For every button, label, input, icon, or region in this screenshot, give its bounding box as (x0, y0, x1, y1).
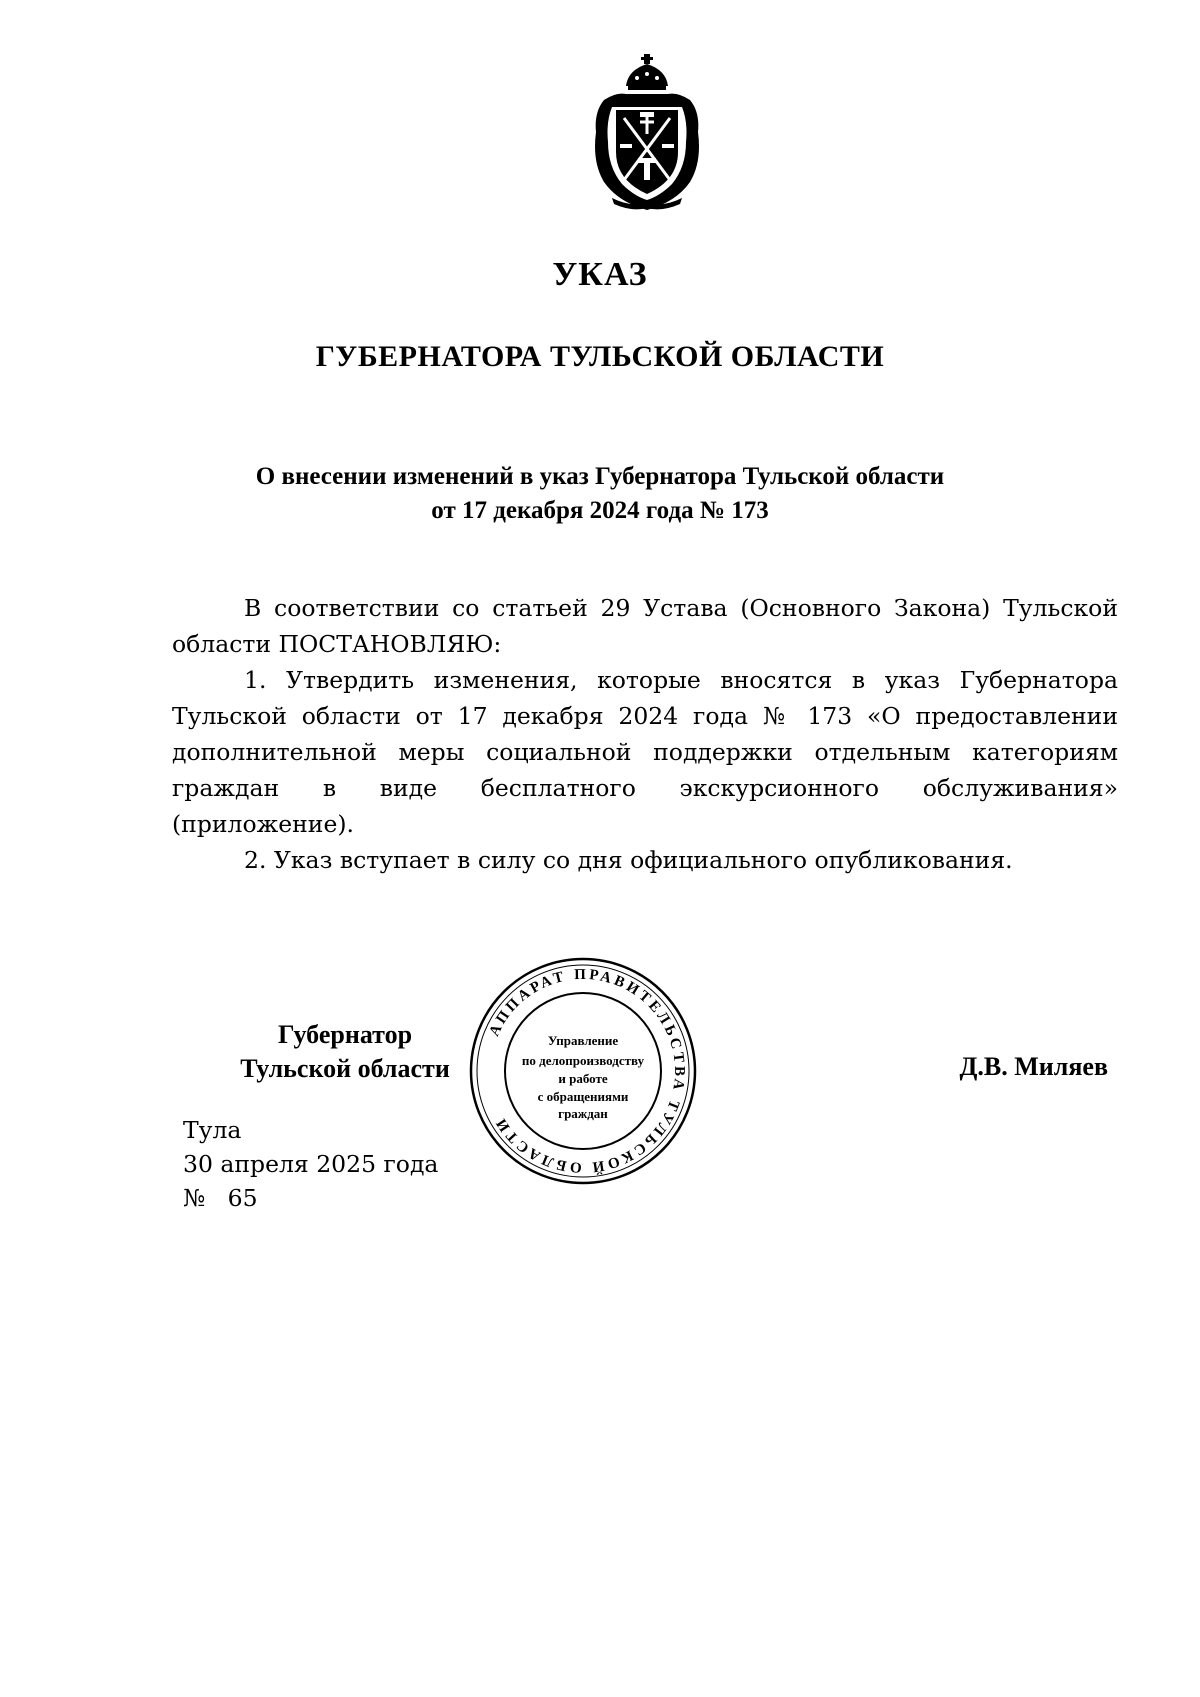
seal-inner-line-4: с обращениями (537, 1089, 629, 1104)
seal-inner-line-3: и работе (558, 1071, 608, 1086)
document-number-row (183, 1181, 438, 1215)
seal-inner-line-1: Управление (547, 1033, 619, 1048)
subject-line-1: О внесении изменений в указ Губернатора Тульской области (255, 463, 945, 490)
document-type-heading: УКАЗ (552, 256, 648, 293)
place-date-block (183, 1113, 438, 1215)
city-name: Тула (183, 1116, 242, 1144)
document-author-heading: ГУБЕРНАТОРА ТУЛЬСКОЙ ОБЛАСТИ (315, 340, 885, 373)
signatory-title (220, 1018, 470, 1086)
coat-of-arms-icon (582, 52, 712, 212)
document-body (172, 590, 1118, 878)
signatory-title-line-1: Губернатор (277, 1020, 413, 1049)
document-number: 65 (227, 1184, 258, 1212)
signatory-title-line-2: Тульской области (240, 1054, 450, 1083)
subject-line-2: от 17 декабря 2024 года № 173 (431, 497, 769, 524)
official-seal-stamp (467, 955, 699, 1187)
preamble-paragraph: В соответствии со статьей 29 Устава (Основного Закона) Тульской области ПОСТАНОВЛЯЮ: (172, 594, 1118, 658)
seal-outer-text: АППАРАТ ПРАВИТЕЛЬСТВА ТУЛЬСКОЙ ОБЛАСТИ (486, 966, 688, 1176)
item-1-paragraph: 1. Утвердить изменения, которые вносятся в указ Губернатора Тульской области от 17 декабря 2024 года № 173 «О предоставлении дополнительной меры социальной поддержки отдельным категориям граждан в виде бесплатного экскурсионного обслуживания» (приложение). (172, 666, 1118, 838)
document-date: 30 апреля 2025 года (183, 1150, 439, 1178)
number-label: № (183, 1184, 206, 1212)
seal-inner-line-2: по делопроизводству (521, 1053, 645, 1068)
item-2-paragraph: 2. Указ вступает в силу со дня официального опубликования. (244, 846, 1013, 874)
seal-inner-line-5: граждан (558, 1106, 608, 1121)
signatory-name: Д.В. Миляев (959, 1052, 1108, 1081)
document-subject (0, 460, 1200, 528)
